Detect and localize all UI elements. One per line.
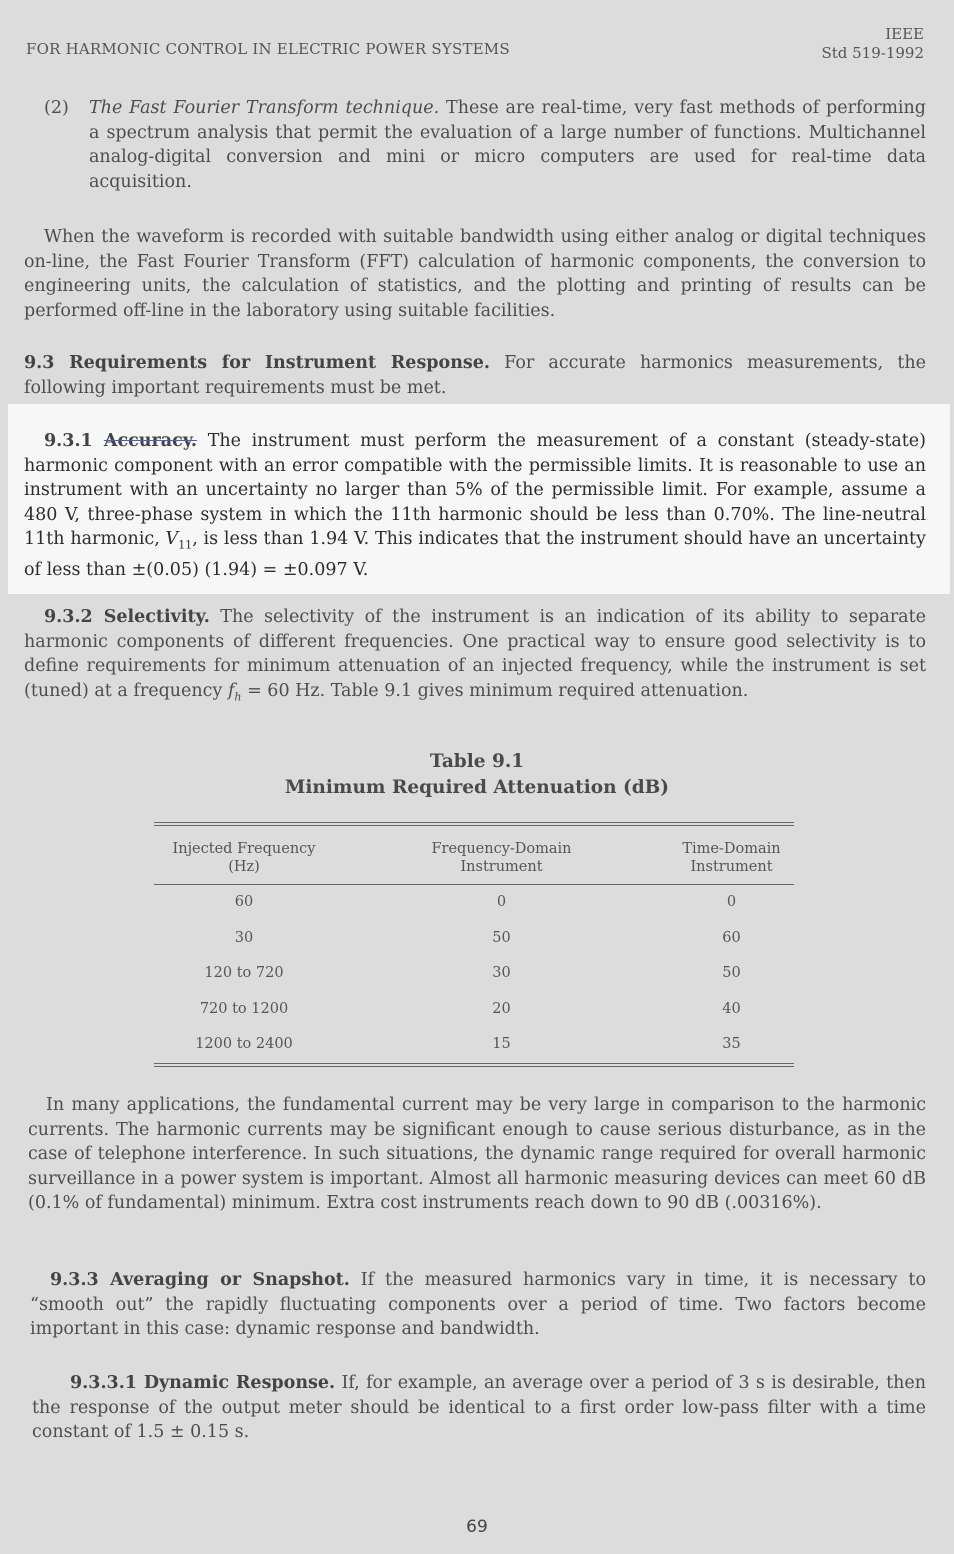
section-heading: 9.3 Requirements for Instrument Response. <box>24 353 491 373</box>
table-cell: 50 <box>722 965 741 981</box>
section-9-3-3 <box>30 1268 926 1342</box>
list-item-fft <box>44 96 926 194</box>
section-9-3-3-1 <box>32 1371 926 1445</box>
header-line: Instrument <box>690 859 773 875</box>
header-line: Frequency-Domain <box>431 841 572 857</box>
table-row <box>154 921 794 957</box>
header-std-number: Std 519-1992 <box>821 44 924 62</box>
table-cell: 35 <box>722 1036 741 1052</box>
table-cell: 60 <box>722 929 741 946</box>
header-line: (Hz) <box>228 859 260 875</box>
table-cell: 30 <box>234 929 254 946</box>
header-injected-frequency <box>154 840 334 876</box>
section-text-part2: = 60 Hz. Table 9.1 gives minimum required attenuation. <box>241 680 749 701</box>
paragraph-dynamic-range-text: In many applications, the fundamental current may be very large in comparison to the harmonic currents. The harmonic currents may be significant enough to cause serious disturbance, as in the case of telephone interference. In such situations, the dynamic range required for overall harmonic surveillance in a power system is important. Almost all harmonic measuring devices can meet 60 dB (0.1% of fundamental) minimum. Extra cost instruments reach down to 90 dB (.00316%). <box>28 1095 926 1214</box>
section-text: If, for example, an average over a period of 3 s is desirable, then the response of the output meter should be identical to a first order low-pass filter with a time constant of 1.5 ± 0.15 s. <box>32 1373 926 1443</box>
table-row <box>154 1027 794 1063</box>
table-cell: 1200 to 2400 <box>195 1036 293 1052</box>
list-item-text: These are real-time, very fast methods of performing a spectrum analysis that permit the evaluation of a large number of functions. Multichannel analog-digital conversion and mini or micro computers are used for real-time data acquisition. <box>89 98 926 192</box>
header-line: Instrument <box>460 859 543 875</box>
table-header-row <box>154 826 794 884</box>
table-caption-number: Table 9.1 <box>429 751 525 772</box>
header-line: Injected Frequency <box>172 841 316 857</box>
section-9-3-2 <box>24 605 926 710</box>
section-title: 9.3.3.1 Dynamic Response. <box>70 1373 336 1393</box>
section-title-struck: Accuracy. <box>103 431 198 451</box>
table-cell: 0 <box>496 894 507 910</box>
section-text-part1: The selectivity of the instrument is an indication of its ability to separate harmonic components of different frequencies. One practical way to ensure good selectivity is to define requirements for minimum attenuation of an injected frequency, while the instrument is set (tuned) at a frequency <box>24 607 927 701</box>
table-bottom-rule <box>154 1063 794 1067</box>
running-header-standard <box>821 25 924 63</box>
paragraph-waveform <box>24 225 926 323</box>
variable-v: V <box>165 529 179 550</box>
section-9-3-1 <box>24 429 926 583</box>
table-cell: 720 to 1200 <box>199 1000 289 1017</box>
table-row <box>154 992 794 1028</box>
paragraph-dynamic-range <box>28 1093 926 1216</box>
section-title: 9.3.3 Averaging or Snapshot. <box>50 1270 350 1290</box>
section-number: 9.3.1 <box>44 431 104 451</box>
section-text: If the measured harmonics vary in time, it is necessary to “smooth out” the rapidly fluctuating components over a period of time. Two factors become important in this case: dynamic response and bandwidth. <box>30 1270 926 1340</box>
page-number: 69 <box>466 1517 488 1537</box>
variable-f-subscript: h <box>234 690 242 704</box>
table-cell: 15 <box>492 1036 511 1052</box>
header-line: Time-Domain <box>682 841 781 857</box>
section-9-3 <box>24 351 926 400</box>
list-item-number: (2) <box>44 98 69 118</box>
variable-f: f <box>227 680 235 701</box>
table-cell: 120 to 720 <box>204 965 284 981</box>
table-cell: 0 <box>726 894 737 910</box>
table-cell: 20 <box>492 1000 511 1017</box>
table-cell: 50 <box>492 929 511 946</box>
variable-v-subscript: 11 <box>178 538 193 552</box>
header-time-domain <box>669 840 794 876</box>
header-ieee: IEEE <box>885 25 924 43</box>
header-frequency-domain <box>334 840 669 876</box>
section-title: 9.3.2 Selectivity. <box>44 607 210 627</box>
table-cell: 30 <box>492 965 511 981</box>
paragraph-waveform-text: When the waveform is recorded with suitable bandwidth using either analog or digital techniques on-line, the Fast Fourier Transform (FFT) calculation of harmonic components, the conversion to engineering units, the calculation of statistics, and the plotting and printing of results can be performed off-line in the laboratory using suitable facilities. <box>24 227 926 321</box>
running-header-title: FOR HARMONIC CONTROL IN ELECTRIC POWER SYSTEMS <box>26 40 510 58</box>
table-cell: 60 <box>234 894 254 910</box>
table-row <box>154 885 794 921</box>
attenuation-table <box>154 822 794 1067</box>
table-caption-title: Minimum Required Attenuation (dB) <box>284 777 670 798</box>
section-text: For accurate harmonics measurements, the following important requirements must be met. <box>24 353 926 398</box>
section-text-part1: The instrument must perform the measurement of a constant (steady-state) harmonic component with an error compatible with the permissible limits. It is reasonable to use an instrument with an uncertainty no larger than 5% of the permissible limit. For example, assume a 480 V, three-phase system in which the 11th harmonic should be less than 0.70%. The line-neutral 11th harmonic, <box>24 431 926 550</box>
table-row <box>154 956 794 992</box>
section-text-part2: , is less than 1.94 V. This indicates that the instrument should have an uncertainty of less than ±(0.05) (1.94) = ±0.097 V. <box>24 529 926 581</box>
table-cell: 40 <box>722 1000 741 1017</box>
list-item-title: The Fast Fourier Transform technique. <box>89 98 440 118</box>
